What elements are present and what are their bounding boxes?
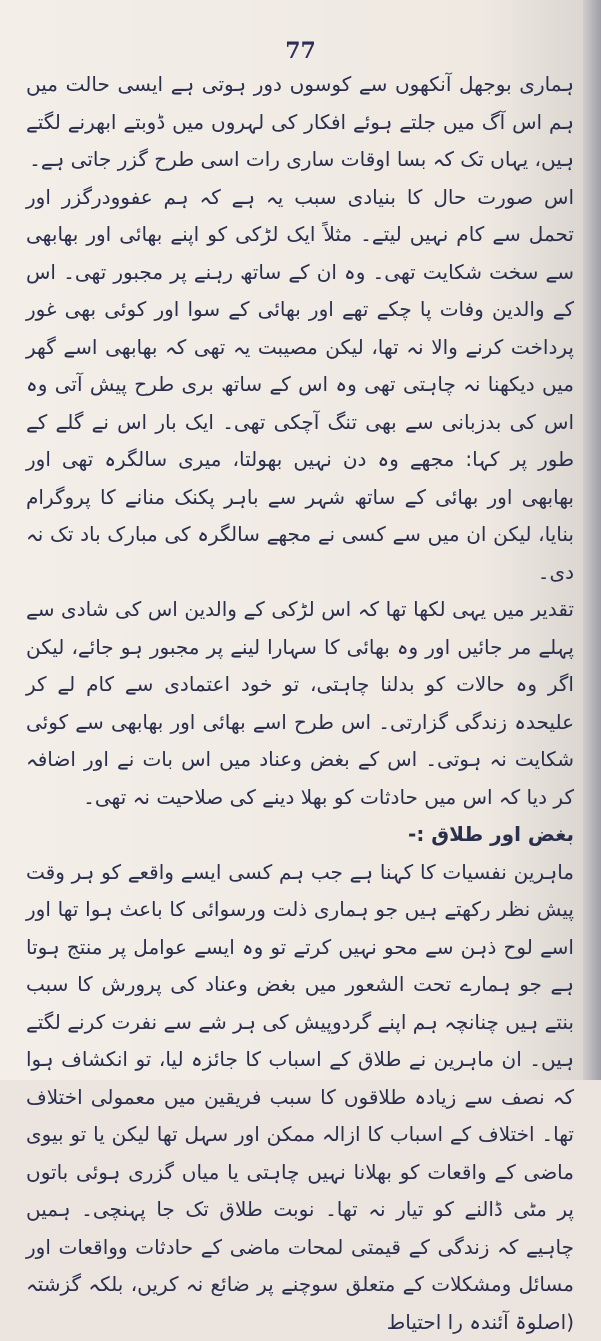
page-text [26, 66, 574, 1341]
section-heading: بغض اور طلاق :- [26, 816, 574, 854]
paragraph-1: ہماری بوجھل آنکھوں سے کوسوں دور ہوتی ہے ایسی حالت میں ہم اس آگ میں جلتے ہوئے افکار کی لہروں میں ڈوبتے ابھرنے لگتے ہیں، یہاں تک کہ بسا اوقات ساری رات اسی طرح گزر جاتی ہے۔ [26, 66, 574, 179]
page-number: 77 [0, 38, 601, 64]
paragraph-3: تقدیر میں یہی لکھا تھا کہ اس لڑکی کے والدین اس کی شادی سے پہلے مر جائیں اور وہ بھائی کا سہارا لینے پر مجبور ہو جائے، لیکن اگر وہ حالات کو بدلنا چاہتی، تو خود اعتمادی سے کام لے کر علیحدہ زندگی گزارتی۔ اس طرح اسے بھائی اور بھابھی سے کوئی شکایت نہ ہوتی۔ اس کے بغض وعناد میں اس بات نے اور اضافہ کر دیا کہ اس میں حادثات کو بھلا دینے کی صلاحیت نہ تھی۔ [26, 591, 574, 816]
paragraph-2: اس صورت حال کا بنیادی سبب یہ ہے کہ ہم عفوودرگزر اور تحمل سے کام نہیں لیتے۔ مثلاً ایک لڑکی کو اپنے بھائی اور بھابھی سے سخت شکایت تھی۔ وہ ان کے ساتھ رہنے پر مجبور تھی۔ اس کے والدین وفات پا چکے تھے اور بھائی کے سوا اور کوئی بھی غور پرداخت کرنے والا نہ تھا، لیکن مصیبت یہ تھی کہ بھابھی اسے گھر میں دیکھنا نہ چاہتی تھی وہ اس کے ساتھ بری طرح پیش آتی وہ اس کی بدزبانی سے بھی تنگ آچکی تھی۔ ایک بار اس نے گلے کے طور پر کہا: مجھے وہ دن نہیں بھولتا، میری سالگرہ تھی اور بھابھی اور بھائی کے ساتھ شہر سے باہر پکنک منانے کا پروگرام بنایا، لیکن ان میں سے کسی نے مجھے سالگرہ کی مبارک باد تک نہ دی۔ [26, 179, 574, 592]
paragraph-4: ماہرین نفسیات کا کہنا ہے جب ہم کسی ایسے واقعے کو ہر وقت پیش نظر رکھتے ہیں جو ہماری ذلت ورسوائی کا باعث ہوا تھا اور اسے لوح ذہن سے محو نہیں کرتے تو وہ ایسے عوامل پر منتج ہوتا ہے جو ہمارے تحت الشعور میں بغض وعناد کی پرورش کا سبب بنتے ہیں چنانچہ ہم اپنے گردوپیش کی ہر شے سے نفرت کرنے لگتے ہیں۔ ان ماہرین نے طلاق کے اسباب کا جائزہ لیا، تو انکشاف ہوا کہ نصف سے زیادہ طلاقوں کا سبب فریقین میں معمولی اختلاف تھا۔ اختلاف کے اسباب کا ازالہ ممکن اور سہل تھا لیکن یا تو بیوی ماضی کے واقعات کو بھلانا نہیں چاہتی یا میاں گزری ہوئی باتوں پر مٹی ڈالنے کو تیار نہ تھا۔ نوبت طلاق تک جا پہنچی۔ ہمیں چاہیے کہ زندگی کے قیمتی لمحات ماضی کے حادثات وواقعات اور مسائل ومشکلات کے متعلق سوچنے پر ضائع نہ کریں، بلکہ گزشتہ (اصلوۃ آئندہ را احتیاط [26, 854, 574, 1341]
page-binding-edge [583, 0, 601, 1080]
